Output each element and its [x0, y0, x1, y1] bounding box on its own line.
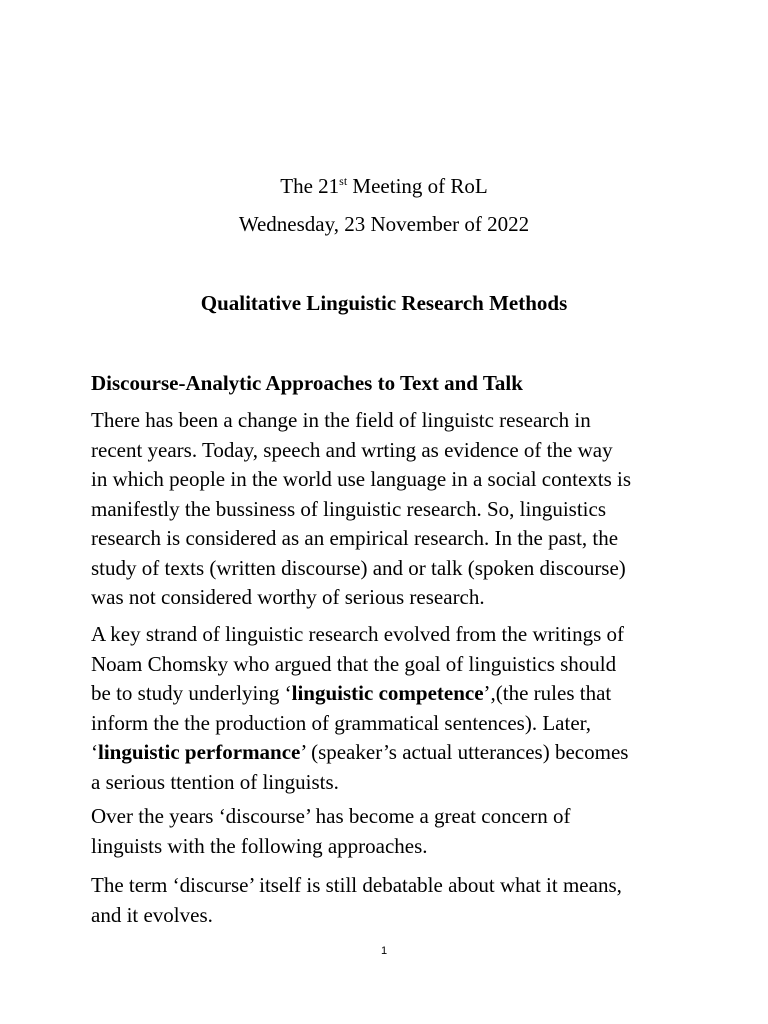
section-heading: Discourse-Analytic Approaches to Text and Talk	[91, 371, 523, 395]
meeting-ordinal-suffix: st	[339, 174, 348, 188]
paragraph-line: Noam Chomsky who argued that the goal of linguistics should	[91, 651, 617, 676]
paragraph-line: in which people in the world use language in a social contexts is	[91, 467, 632, 491]
paragraph-line: a serious ttention of linguists.	[91, 769, 339, 794]
paragraph-line: There has been a change in the field of linguistc research in	[91, 408, 591, 432]
paragraph-4	[91, 871, 691, 930]
meeting-suffix: Meeting of RoL	[347, 174, 488, 198]
paragraph-line: was not considered worthy of serious research.	[91, 585, 485, 609]
text-run: ’ (speaker’s actual utterances) becomes	[300, 740, 629, 764]
paragraph-line: A key strand of linguistic research evolved from the writings of	[91, 622, 625, 646]
meeting-prefix: The 21	[280, 174, 340, 198]
paragraph-line: recent years. Today, speech and wrting as evidence of the way	[91, 437, 613, 462]
term-linguistic-competence: linguistic competence	[291, 681, 484, 705]
paragraph-line: linguists with the following approaches.	[91, 833, 428, 858]
paragraph-line	[91, 679, 691, 709]
page-number: 1	[380, 945, 388, 957]
paragraph-3	[91, 802, 691, 861]
paragraph-line: Over the years ‘discourse’ has become a great concern of	[91, 804, 571, 828]
paragraph-line: The term ‘discurse’ itself is still debatable about what it means,	[91, 873, 622, 897]
paragraph-line	[91, 738, 691, 768]
document-title: Qualitative Linguistic Research Methods	[200, 291, 568, 315]
paragraph-2	[91, 620, 691, 797]
paragraph-line: study of texts (written discourse) and or talk (spoken discourse)	[91, 555, 626, 580]
paragraph-line: inform the the production of grammatical sentences). Later,	[91, 710, 592, 735]
paragraph-1	[91, 406, 691, 613]
paragraph-line: and it evolves.	[91, 902, 213, 927]
paragraph-line: research is considered as an empirical research. In the past, the	[91, 526, 619, 550]
term-linguistic-performance: linguistic performance	[98, 740, 301, 764]
paragraph-line: manifestly the bussiness of linguistic research. So, linguistics	[91, 496, 607, 521]
meeting-date: Wednesday, 23 November of 2022	[238, 212, 530, 236]
text-run: be to study underlying ‘	[91, 681, 292, 705]
text-run: ‘	[91, 740, 98, 764]
meeting-line	[0, 174, 768, 198]
text-run: ’,(the rules that	[483, 681, 612, 705]
